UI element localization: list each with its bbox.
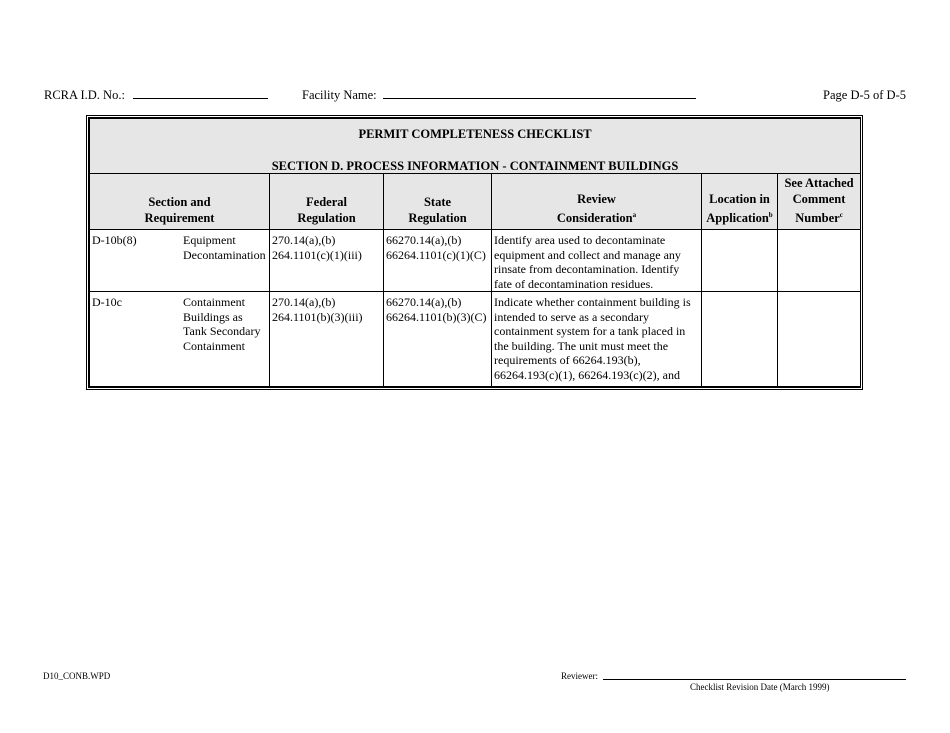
revision-date: Checklist Revision Date (March 1999) <box>690 682 830 692</box>
column-header-review <box>492 174 702 230</box>
footnote-marker-a: a <box>632 210 637 219</box>
footnote-marker-b: b <box>768 210 773 219</box>
reviewer-label: Reviewer: <box>561 671 598 681</box>
column-header-state-line2: Regulation <box>408 211 467 225</box>
state-regulation-line: 66264.1101(b)(3)(C) <box>386 309 487 324</box>
federal-regulation-cell <box>270 230 384 292</box>
federal-regulation-line: 270.14(a),(b) <box>272 233 336 247</box>
review-line: equipment and collect and manage any <box>494 247 681 262</box>
column-header-row <box>90 174 861 230</box>
rcra-id-blank-line[interactable] <box>133 88 268 99</box>
checklist-title-block <box>90 119 861 174</box>
state-regulation-cell <box>384 292 492 387</box>
requirement-line: Tank Secondary <box>183 324 261 338</box>
review-line: Indicate whether containment building is <box>494 295 691 309</box>
section-cell <box>90 230 270 292</box>
review-line: containment system for a tank placed in <box>494 324 686 338</box>
section-code: D-10b(8) <box>92 233 137 247</box>
page-number: Page D-5 of D-5 <box>823 88 906 102</box>
column-header-location-line2 <box>702 207 777 226</box>
state-regulation-line: 66270.14(a),(b) <box>386 295 462 309</box>
column-header-comment-line2: Comment <box>792 191 846 206</box>
column-header-section-line2: Requirement <box>144 211 215 225</box>
column-header-location-text: Application <box>706 211 769 225</box>
document-filename: D10_CONB.WPD <box>43 671 111 681</box>
facility-name-label: Facility Name: <box>302 88 377 102</box>
comment-number-cell[interactable] <box>778 292 861 387</box>
requirement-line: Containment <box>183 295 245 309</box>
requirement-line: Equipment <box>183 233 236 247</box>
column-header-state <box>384 174 492 230</box>
column-header-location-line1: Location in <box>709 191 770 206</box>
state-regulation-line: 66264.1101(c)(1)(C) <box>386 247 486 262</box>
requirement-text <box>183 295 267 353</box>
state-regulation-cell <box>384 230 492 292</box>
rcra-id-label: RCRA I.D. No.: <box>44 88 125 102</box>
column-header-comment-text: Number <box>795 211 840 225</box>
column-header-comment-line3 <box>778 207 860 226</box>
review-line: intended to serve as a secondary <box>494 309 649 324</box>
section-cell <box>90 292 270 387</box>
review-consideration-cell <box>492 292 702 387</box>
column-header-location <box>702 174 778 230</box>
reviewer-blank-line[interactable] <box>603 679 906 680</box>
comment-number-cell[interactable] <box>778 230 861 292</box>
column-header-review-line1: Review <box>577 191 616 206</box>
requirement-text <box>183 233 267 262</box>
column-header-section <box>90 174 270 230</box>
location-in-application-cell[interactable] <box>702 230 778 292</box>
facility-name-blank-line[interactable] <box>383 88 696 99</box>
column-header-review-text: Consideration <box>556 211 633 225</box>
requirement-line: Containment <box>183 338 245 353</box>
state-regulation-line: 66270.14(a),(b) <box>386 233 462 247</box>
section-title: SECTION D. PROCESS INFORMATION - CONTAINMENT BUILDINGS <box>271 159 679 173</box>
rcra-id-field <box>44 88 268 103</box>
column-header-state-line1: State <box>423 195 452 209</box>
column-header-federal-line2: Regulation <box>297 211 356 225</box>
federal-regulation-line: 264.1101(b)(3)(iii) <box>272 309 363 324</box>
federal-regulation-line: 264.1101(c)(1)(iii) <box>272 247 362 262</box>
checklist-title: PERMIT COMPLETENESS CHECKLIST <box>358 127 592 141</box>
review-line: 66264.193(c)(1), 66264.193(c)(2), and <box>494 367 680 382</box>
column-header-comment <box>778 174 861 230</box>
federal-regulation-line: 270.14(a),(b) <box>272 295 336 309</box>
section-code: D-10c <box>92 295 122 309</box>
review-line: rinsate from decontamination. Identify <box>494 262 680 276</box>
review-line: fate of decontamination residues. <box>494 276 654 291</box>
column-header-federal <box>270 174 384 230</box>
column-header-comment-line1: See Attached <box>784 175 854 190</box>
review-line: Identify area used to decontaminate <box>494 233 666 247</box>
facility-name-field <box>302 88 696 103</box>
column-header-review-line2 <box>492 207 701 226</box>
requirement-line: Buildings as <box>183 309 243 324</box>
checklist-table-frame <box>86 115 863 390</box>
review-line: requirements of 66264.193(b), <box>494 353 641 367</box>
review-consideration-cell <box>492 230 702 292</box>
federal-regulation-cell <box>270 292 384 387</box>
footnote-marker-c: c <box>839 210 843 219</box>
requirement-line: Decontamination <box>183 247 266 262</box>
location-in-application-cell[interactable] <box>702 292 778 387</box>
review-line: the building. The unit must meet the <box>494 338 669 353</box>
checklist-table <box>89 118 861 387</box>
table-row <box>90 292 861 387</box>
table-row <box>90 230 861 292</box>
column-header-federal-line1: Federal <box>306 195 347 209</box>
column-header-section-line1: Section and <box>148 195 211 209</box>
